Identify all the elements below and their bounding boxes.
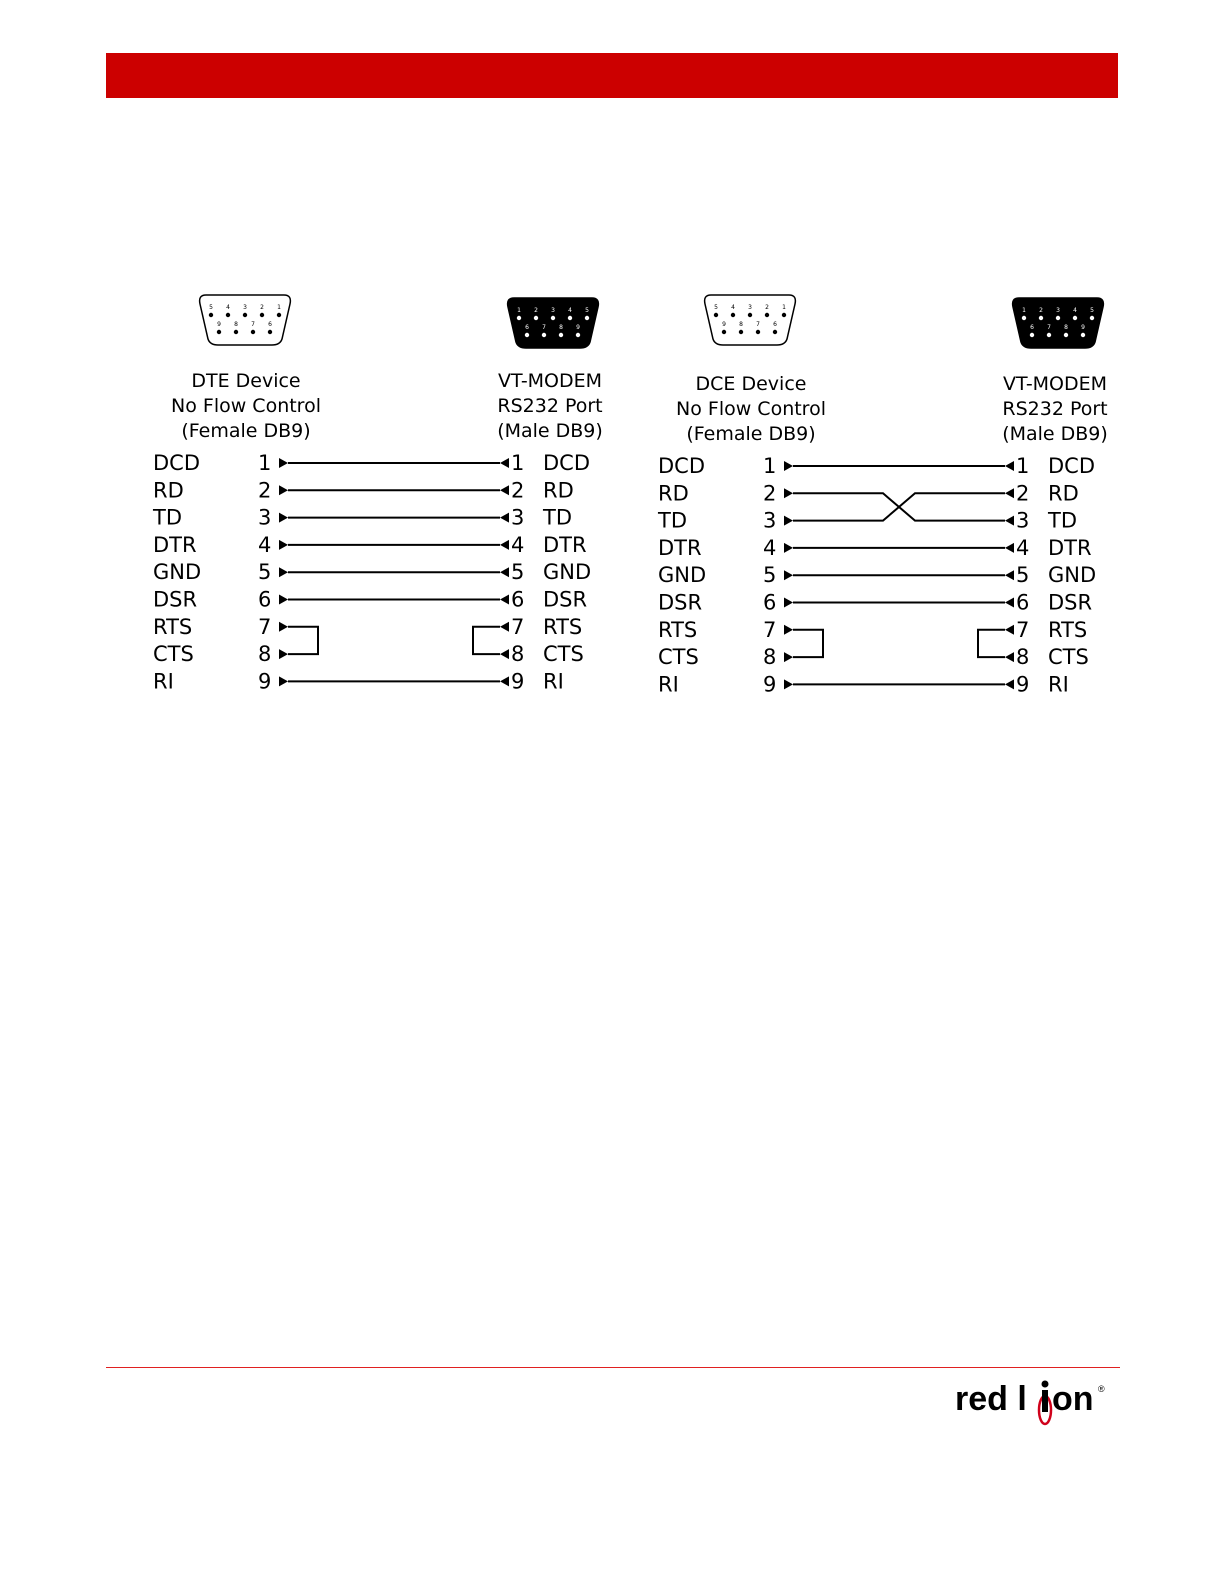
right-pin-number: 2 bbox=[1016, 481, 1030, 506]
right-signal-label: DCD bbox=[543, 451, 591, 475]
right-pin-number: 4 bbox=[511, 532, 525, 557]
pin-number: 2 bbox=[534, 307, 538, 314]
pin-dot bbox=[765, 313, 769, 317]
pin-dot bbox=[243, 313, 247, 317]
left-signal-label: CTS bbox=[658, 645, 699, 670]
wiring-diagram-2 bbox=[657, 295, 1108, 696]
pin-number: 7 bbox=[542, 324, 546, 331]
left-signal-label: CTS bbox=[153, 642, 194, 667]
right-signal-label: DCD bbox=[1048, 454, 1096, 478]
left-pin-number: 2 bbox=[258, 478, 272, 503]
left-signal-label: RD bbox=[153, 478, 184, 503]
left-pin-number: 6 bbox=[258, 587, 272, 612]
pin-number: 7 bbox=[1047, 324, 1051, 331]
pin-dot bbox=[739, 330, 743, 334]
pin-number: 6 bbox=[773, 321, 777, 328]
modem-title: VT-MODEM bbox=[497, 370, 603, 392]
right-pin-number: 6 bbox=[1016, 590, 1030, 615]
left-signal-label: DCD bbox=[658, 454, 706, 478]
left-pin-number: 5 bbox=[763, 563, 777, 588]
right-signal-label: DSR bbox=[1048, 590, 1093, 615]
pin-number: 4 bbox=[568, 307, 572, 314]
pin-number: 2 bbox=[765, 304, 769, 311]
left-pin-arrow bbox=[784, 598, 793, 608]
wiring-diagrams bbox=[0, 0, 1225, 760]
right-signal-label: RI bbox=[1048, 672, 1069, 697]
pin-number: 1 bbox=[782, 304, 786, 311]
pin-dot bbox=[226, 313, 230, 317]
right-pin-arrow bbox=[1005, 488, 1014, 498]
left-pin-number: 1 bbox=[763, 454, 777, 478]
pin-dot bbox=[731, 313, 735, 317]
device-connector-type: (Female DB9) bbox=[686, 423, 816, 445]
male-db9-connector bbox=[508, 298, 599, 348]
connector-shell bbox=[508, 298, 599, 348]
pin-dot bbox=[209, 313, 213, 317]
red-lion-logo bbox=[955, 1380, 1125, 1442]
right-pin-number: 5 bbox=[1016, 563, 1030, 588]
connector-shell bbox=[200, 295, 291, 345]
right-pin-arrow bbox=[500, 676, 509, 686]
pin-dot bbox=[585, 316, 589, 320]
pin-number: 9 bbox=[722, 321, 726, 328]
left-pin-arrow bbox=[784, 652, 793, 662]
pin-dot bbox=[1073, 316, 1077, 320]
left-pin-number: 7 bbox=[763, 617, 777, 642]
pin-number: 5 bbox=[585, 307, 589, 314]
male-db9-connector bbox=[1013, 298, 1104, 348]
left-pin-number: 6 bbox=[763, 590, 777, 615]
logo-text-left: red l bbox=[955, 1380, 1027, 1418]
pin-number: 5 bbox=[1090, 307, 1094, 314]
left-signal-label: RD bbox=[658, 481, 689, 506]
pin-dot bbox=[268, 330, 272, 334]
left-pin-arrow bbox=[279, 567, 288, 577]
pin-dot bbox=[748, 313, 752, 317]
left-signal-label: DSR bbox=[153, 587, 198, 612]
right-signal-label: RTS bbox=[1048, 617, 1088, 642]
pin-dot bbox=[525, 333, 529, 337]
pin-dot bbox=[534, 316, 538, 320]
right-pin-arrow bbox=[1005, 679, 1014, 689]
pin-dot bbox=[576, 333, 580, 337]
right-signal-label: TD bbox=[1048, 508, 1077, 533]
pin-dot bbox=[1081, 333, 1085, 337]
pin-number: 9 bbox=[576, 324, 580, 331]
pin-dot bbox=[234, 330, 238, 334]
pin-dot bbox=[782, 313, 786, 317]
left-pin-arrow bbox=[784, 543, 793, 553]
left-pin-number: 1 bbox=[258, 451, 272, 475]
pin-dot bbox=[1047, 333, 1051, 337]
left-pin-number: 7 bbox=[258, 614, 272, 639]
pin-number: 3 bbox=[551, 307, 555, 314]
logo-text-right: on bbox=[1052, 1380, 1094, 1418]
female-db9-connector bbox=[200, 295, 291, 345]
right-signal-label: DTR bbox=[1048, 535, 1092, 560]
left-signal-label: DCD bbox=[153, 451, 201, 475]
left-pin-number: 9 bbox=[763, 672, 777, 697]
right-pin-number: 9 bbox=[511, 669, 525, 694]
modem-connector-type: (Male DB9) bbox=[1002, 423, 1108, 445]
footer-rule bbox=[106, 1367, 1120, 1368]
left-pin-arrow bbox=[784, 625, 793, 635]
left-signal-label: RI bbox=[153, 669, 174, 694]
pin-number: 2 bbox=[260, 304, 264, 311]
left-pin-arrow bbox=[279, 513, 288, 523]
pin-dot bbox=[542, 333, 546, 337]
pin-number: 2 bbox=[1039, 307, 1043, 314]
device-subtitle: No Flow Control bbox=[676, 398, 826, 420]
pin-dot bbox=[517, 316, 521, 320]
pin-number: 7 bbox=[251, 321, 255, 328]
left-signal-label: RTS bbox=[153, 614, 193, 639]
right-pin-number: 4 bbox=[1016, 535, 1030, 560]
left-pin-arrow bbox=[784, 461, 793, 471]
left-pin-number: 4 bbox=[763, 535, 777, 560]
female-db9-connector bbox=[705, 295, 796, 345]
pin-dot bbox=[1090, 316, 1094, 320]
pin-dot bbox=[1064, 333, 1068, 337]
device-title: DTE Device bbox=[191, 370, 301, 392]
left-pin-arrow bbox=[279, 595, 288, 605]
pin-number: 5 bbox=[209, 304, 213, 311]
pin-dot bbox=[1022, 316, 1026, 320]
pin-number: 8 bbox=[1064, 324, 1068, 331]
left-pin-number: 3 bbox=[763, 508, 777, 533]
pin-number: 3 bbox=[243, 304, 247, 311]
pin-dot bbox=[217, 330, 221, 334]
left-pin-number: 9 bbox=[258, 669, 272, 694]
connector-shell bbox=[1013, 298, 1104, 348]
pin-number: 7 bbox=[756, 321, 760, 328]
left-pin-arrow bbox=[784, 516, 793, 526]
right-pin-number: 7 bbox=[1016, 617, 1030, 642]
pin-number: 4 bbox=[226, 304, 230, 311]
right-pin-arrow bbox=[500, 513, 509, 523]
left-signal-label: RI bbox=[658, 672, 679, 697]
left-pin-arrow bbox=[279, 485, 288, 495]
right-signal-label: CTS bbox=[1048, 645, 1089, 670]
pin-dot bbox=[1030, 333, 1034, 337]
pin-dot bbox=[551, 316, 555, 320]
left-pin-arrow bbox=[279, 676, 288, 686]
pin-dot bbox=[722, 330, 726, 334]
pin-dot bbox=[756, 330, 760, 334]
right-pin-number: 2 bbox=[511, 478, 525, 503]
connector-shell bbox=[705, 295, 796, 345]
left-pin-arrow bbox=[784, 488, 793, 498]
pin-number: 8 bbox=[234, 321, 238, 328]
right-pin-arrow bbox=[500, 595, 509, 605]
modem-title: VT-MODEM bbox=[1002, 373, 1108, 395]
lion-i-mark bbox=[1039, 1381, 1051, 1425]
modem-connector-type: (Male DB9) bbox=[497, 420, 603, 442]
left-pin-number: 3 bbox=[258, 505, 272, 530]
right-pin-arrow bbox=[500, 485, 509, 495]
left-signal-label: GND bbox=[153, 560, 202, 585]
pin-dot bbox=[260, 313, 264, 317]
registered-mark: ® bbox=[1098, 1384, 1105, 1394]
wiring-diagram-1 bbox=[152, 295, 603, 693]
right-pin-arrow bbox=[1005, 516, 1014, 526]
right-pin-arrow bbox=[1005, 461, 1014, 471]
left-pin-number: 8 bbox=[763, 645, 777, 670]
left-signal-label: GND bbox=[658, 563, 707, 588]
pin-number: 6 bbox=[1030, 324, 1034, 331]
device-title: DCE Device bbox=[695, 373, 807, 395]
right-pin-number: 8 bbox=[511, 642, 525, 667]
pin-number: 6 bbox=[268, 321, 272, 328]
left-pin-arrow bbox=[279, 649, 288, 659]
device-subtitle: No Flow Control bbox=[171, 395, 321, 417]
right-pin-arrow bbox=[500, 649, 509, 659]
left-signal-label: DTR bbox=[658, 535, 702, 560]
right-signal-label: DSR bbox=[543, 587, 588, 612]
right-pin-arrow bbox=[1005, 652, 1014, 662]
left-pin-arrow bbox=[279, 540, 288, 550]
right-loopback bbox=[473, 627, 500, 654]
pin-dot bbox=[568, 316, 572, 320]
left-signal-label: TD bbox=[658, 508, 687, 533]
right-pin-number: 3 bbox=[1016, 508, 1030, 533]
pin-number: 8 bbox=[559, 324, 563, 331]
left-pin-arrow bbox=[279, 622, 288, 632]
right-signal-label: RTS bbox=[543, 614, 583, 639]
left-pin-arrow bbox=[784, 679, 793, 689]
modem-subtitle: RS232 Port bbox=[497, 395, 603, 417]
pin-dot bbox=[1056, 316, 1060, 320]
left-pin-number: 2 bbox=[763, 481, 777, 506]
right-pin-arrow bbox=[1005, 570, 1014, 580]
right-pin-arrow bbox=[500, 622, 509, 632]
pin-dot bbox=[277, 313, 281, 317]
right-signal-label: RI bbox=[543, 669, 564, 694]
pin-number: 5 bbox=[714, 304, 718, 311]
left-signal-label: RTS bbox=[658, 617, 698, 642]
pin-dot bbox=[773, 330, 777, 334]
pin-dot bbox=[559, 333, 563, 337]
pin-number: 3 bbox=[748, 304, 752, 311]
left-pin-arrow bbox=[784, 570, 793, 580]
right-signal-label: DTR bbox=[543, 532, 587, 557]
right-pin-arrow bbox=[1005, 625, 1014, 635]
pin-number: 1 bbox=[517, 307, 521, 314]
right-signal-label: CTS bbox=[543, 642, 584, 667]
right-pin-number: 1 bbox=[511, 451, 525, 475]
pin-number: 3 bbox=[1056, 307, 1060, 314]
left-signal-label: TD bbox=[153, 505, 182, 530]
left-loopback bbox=[793, 630, 823, 657]
left-pin-number: 4 bbox=[258, 532, 272, 557]
pin-number: 9 bbox=[217, 321, 221, 328]
right-signal-label: GND bbox=[1048, 563, 1097, 588]
right-pin-number: 5 bbox=[511, 560, 525, 585]
pin-number: 8 bbox=[739, 321, 743, 328]
left-signal-label: DSR bbox=[658, 590, 703, 615]
pin-number: 6 bbox=[525, 324, 529, 331]
pin-dot bbox=[1039, 316, 1043, 320]
right-signal-label: RD bbox=[1048, 481, 1079, 506]
pin-number: 1 bbox=[1022, 307, 1026, 314]
right-pin-number: 8 bbox=[1016, 645, 1030, 670]
right-signal-label: TD bbox=[543, 505, 572, 530]
right-pin-number: 9 bbox=[1016, 672, 1030, 697]
right-signal-label: RD bbox=[543, 478, 574, 503]
right-pin-number: 1 bbox=[1016, 454, 1030, 478]
right-pin-number: 7 bbox=[511, 614, 525, 639]
right-pin-arrow bbox=[1005, 543, 1014, 553]
pin-number: 4 bbox=[1073, 307, 1077, 314]
right-signal-label: GND bbox=[543, 560, 592, 585]
left-loopback bbox=[288, 627, 318, 654]
pin-dot bbox=[251, 330, 255, 334]
crossed-wire-td-rd bbox=[793, 493, 1005, 520]
right-pin-arrow bbox=[500, 567, 509, 577]
device-connector-type: (Female DB9) bbox=[181, 420, 311, 442]
left-pin-number: 5 bbox=[258, 560, 272, 585]
left-signal-label: DTR bbox=[153, 532, 197, 557]
right-pin-number: 3 bbox=[511, 505, 525, 530]
left-pin-arrow bbox=[279, 458, 288, 468]
right-loopback bbox=[978, 630, 1005, 657]
right-pin-arrow bbox=[1005, 598, 1014, 608]
pin-number: 1 bbox=[277, 304, 281, 311]
pin-number: 9 bbox=[1081, 324, 1085, 331]
right-pin-number: 6 bbox=[511, 587, 525, 612]
left-pin-number: 8 bbox=[258, 642, 272, 667]
modem-subtitle: RS232 Port bbox=[1002, 398, 1108, 420]
right-pin-arrow bbox=[500, 540, 509, 550]
right-pin-arrow bbox=[500, 458, 509, 468]
pin-dot bbox=[714, 313, 718, 317]
pin-number: 4 bbox=[731, 304, 735, 311]
